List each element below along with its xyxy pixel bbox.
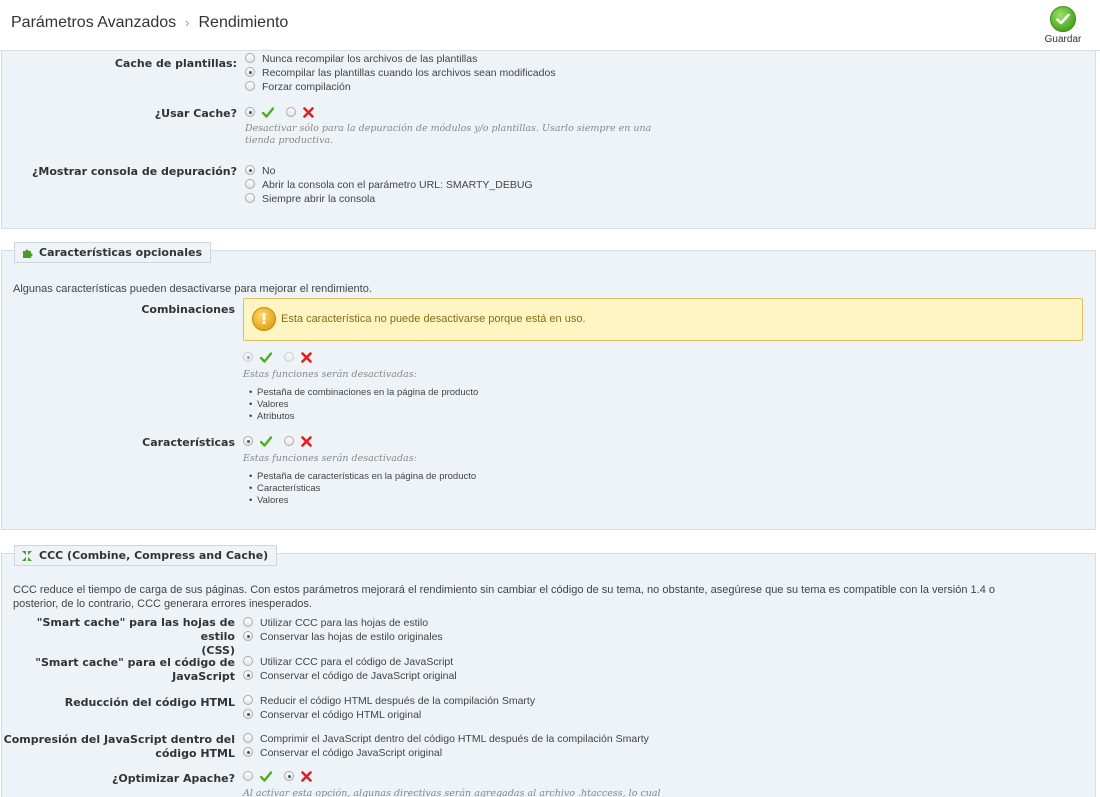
option-label: Conservar el código HTML original [260, 709, 422, 721]
list-item: • Atributos [257, 411, 478, 423]
radio-button[interactable] [243, 695, 253, 705]
consola-options [245, 164, 533, 206]
caracteristicas-toggle [243, 435, 476, 507]
ccc-apache-label: ¿Optimizar Apache? [112, 772, 235, 785]
caracteristicas-label: Características [142, 436, 235, 449]
radio-option[interactable] [243, 708, 535, 722]
ccc-apache-hint: Al activar esta opción, algunas directivas serán agregadas al archivo .htaccess, lo cual [243, 788, 661, 797]
cache-plantillas-label: Cache de plantillas: [114, 57, 237, 70]
radio-button[interactable] [245, 53, 255, 63]
optional-intro: Algunas características pueden desactivarse para mejorar el rendimiento. [13, 283, 372, 295]
list-item: • Pestaña de combinaciones en la página de producto [257, 387, 478, 399]
option-label: Nunca recompilar los archivos de las plantillas [262, 53, 478, 65]
radio-option[interactable] [245, 52, 556, 66]
breadcrumb [11, 14, 288, 32]
smarty-panel [1, 51, 1096, 229]
page-header [0, 0, 1100, 51]
save-button[interactable] [1040, 6, 1086, 45]
check-icon [262, 107, 274, 122]
radio-option[interactable] [243, 746, 649, 760]
breadcrumb-separator: › [185, 15, 190, 30]
ccc-html-options [243, 694, 535, 722]
consola-label: ¿Mostrar consola de depuración? [32, 165, 237, 178]
no-radio[interactable] [284, 771, 294, 781]
ccc-css-label: "Smart cache" para las hojas de estilo (CSS) [36, 616, 235, 657]
no-radio[interactable] [286, 107, 296, 117]
cross-icon [303, 107, 314, 122]
option-label: Conservar las hojas de estilo originales [260, 631, 443, 643]
combinaciones-feature-list [257, 387, 478, 423]
radio-option[interactable] [243, 616, 443, 630]
ccc-intro: CCC reduce el tiempo de carga de sus páginas. Con estos parámetros mejorará el rendimiento sin cambiar el código de su tema, no obstante, asegúrese que su tema es compatible con la versión 1.4 o posterior, de lo contrario, CCC generara errores inesperados. [13, 584, 995, 610]
radio-button[interactable] [245, 67, 255, 77]
radio-option[interactable] [243, 669, 457, 683]
usar-cache-label: ¿Usar Cache? [154, 107, 237, 120]
option-label: No [262, 165, 276, 177]
radio-option[interactable] [245, 164, 533, 178]
radio-button[interactable] [243, 709, 253, 719]
combinaciones-toggle [243, 351, 478, 423]
radio-button[interactable] [245, 179, 255, 189]
radio-option[interactable] [245, 178, 533, 192]
radio-option[interactable] [243, 655, 457, 669]
caracteristicas-feature-list [257, 471, 476, 507]
optional-features-panel [1, 246, 1096, 530]
caracteristicas-hint: Estas funciones serán desactivadas: [243, 453, 417, 464]
radio-option[interactable] [243, 732, 649, 746]
radio-option[interactable] [245, 80, 556, 94]
radio-option[interactable] [245, 192, 533, 206]
breadcrumb-parent[interactable]: Parámetros Avanzados [11, 14, 177, 31]
usar-cache-toggle [245, 106, 651, 147]
warning-text: Esta característica no puede desactivarse porque está en uso. [281, 313, 586, 325]
combinaciones-hint: Estas funciones serán desactivadas: [243, 369, 417, 380]
option-label: Forzar compilación [262, 81, 351, 93]
combinaciones-label: Combinaciones [141, 303, 235, 316]
optional-features-legend: Características opcionales [14, 242, 211, 263]
radio-button[interactable] [243, 747, 253, 757]
list-item: • Características [257, 483, 476, 495]
radio-button[interactable] [245, 193, 255, 203]
save-label: Guardar [1044, 34, 1082, 45]
no-radio [284, 352, 294, 362]
radio-button[interactable] [243, 617, 253, 627]
ccc-html-label: Reducción del código HTML [64, 696, 235, 709]
radio-option[interactable] [245, 66, 556, 80]
no-radio[interactable] [284, 436, 294, 446]
check-icon [260, 436, 272, 451]
list-item: • Valores [257, 399, 478, 411]
radio-button[interactable] [243, 733, 253, 743]
ccc-js-inline-label: Compresión del JavaScript dentro del código HTML [3, 733, 235, 760]
warning-icon: ! [252, 307, 276, 331]
radio-option[interactable] [243, 630, 443, 644]
cross-icon [301, 352, 312, 367]
cross-icon [301, 436, 312, 451]
ccc-apache-toggle [243, 770, 661, 797]
option-label: Conservar el código de JavaScript original [260, 670, 457, 682]
ccc-js-inline-options [243, 732, 649, 760]
option-label: Comprimir el JavaScript dentro del código HTML después de la compilación Smarty [260, 733, 649, 745]
option-label: Utilizar CCC para el código de JavaScript [260, 656, 454, 668]
check-icon [260, 352, 272, 367]
warning-alert [243, 298, 1083, 341]
ccc-js-label: "Smart cache" para el código de JavaScript [35, 656, 235, 683]
radio-button[interactable] [243, 656, 253, 666]
radio-button[interactable] [243, 631, 253, 641]
option-label: Siempre abrir la consola [262, 193, 376, 205]
usar-cache-hint: Desactivar sólo para la depuración de módulos y/o plantillas. Usarlo siempre en una tienda productiva. [245, 123, 652, 146]
radio-option[interactable] [243, 694, 535, 708]
breadcrumb-current: Rendimiento [198, 14, 289, 31]
list-item: • Valores [257, 495, 476, 507]
option-label: Conservar el código JavaScript original [260, 747, 443, 759]
yes-radio[interactable] [245, 107, 255, 117]
ccc-legend: CCC (Combine, Compress and Cache) [14, 545, 277, 566]
radio-button[interactable] [243, 670, 253, 680]
yes-radio [243, 352, 253, 362]
list-item: • Pestaña de características en la página de producto [257, 471, 476, 483]
option-label: Recompilar las plantillas cuando los archivos sean modificados [262, 67, 556, 79]
cross-icon [301, 771, 312, 786]
ccc-js-options [243, 655, 457, 683]
ccc-css-options [243, 616, 443, 644]
check-icon [260, 771, 272, 786]
radio-button[interactable] [245, 165, 255, 175]
save-check-icon [1050, 6, 1076, 32]
option-label: Abrir la consola con el parámetro URL: SMARTY_DEBUG [262, 179, 533, 191]
radio-button[interactable] [245, 81, 255, 91]
puzzle-icon [21, 247, 33, 259]
option-label: Utilizar CCC para las hojas de estilo [260, 617, 429, 629]
yes-radio[interactable] [243, 771, 253, 781]
option-label: Reducir el código HTML después de la compilación Smarty [260, 695, 536, 707]
cache-plantillas-options [245, 52, 556, 94]
yes-radio[interactable] [243, 436, 253, 446]
compress-icon [21, 550, 33, 562]
